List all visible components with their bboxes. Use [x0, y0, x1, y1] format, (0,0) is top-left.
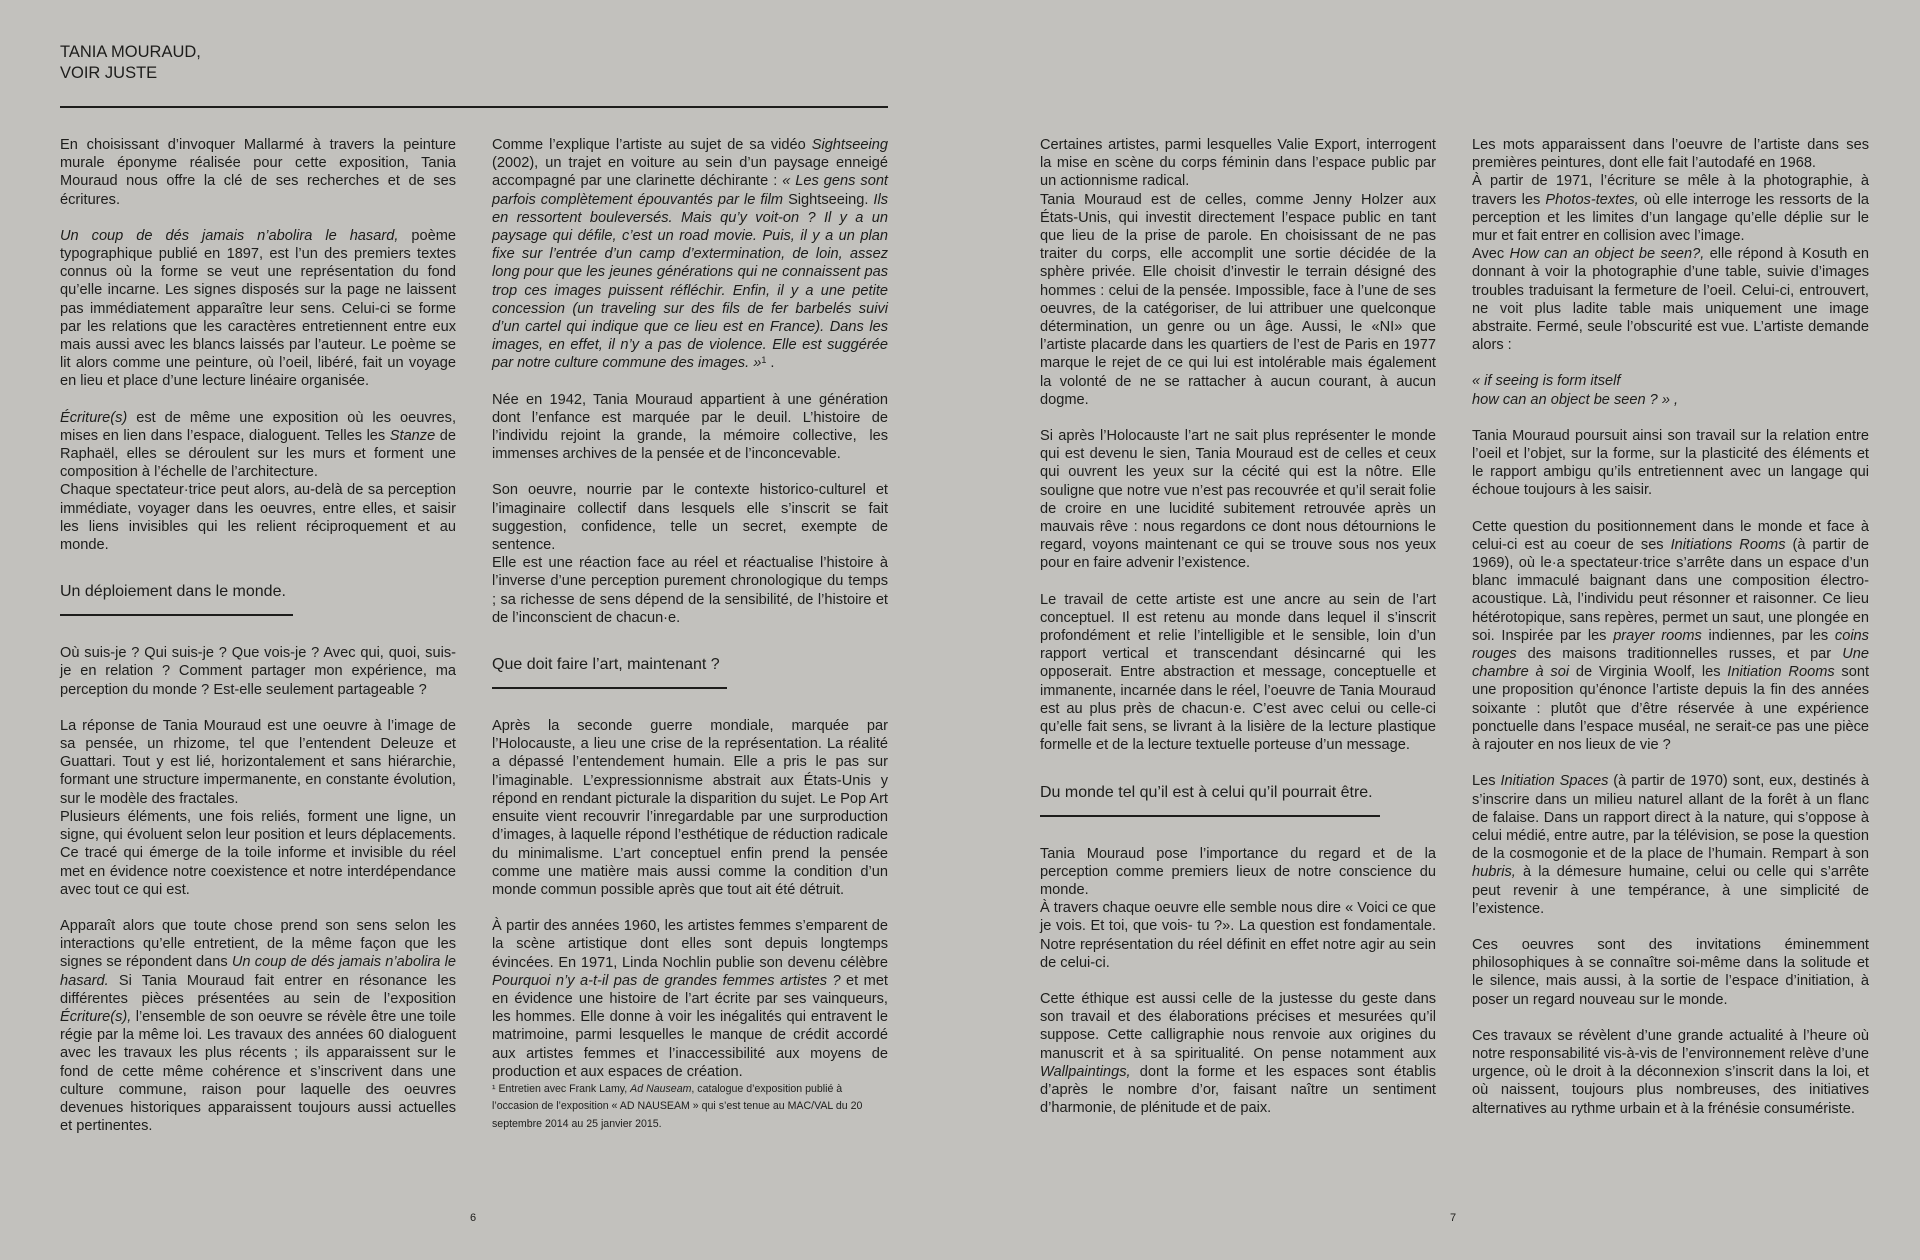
text: Comme l’explique l’artiste au sujet de sa vidéo	[492, 137, 812, 153]
italic-text: Sightseeing	[811, 137, 888, 153]
paragraph: Si après l’Holocauste l’art ne sait plus représenter le monde qui est devenu le sien, Tania Mouraud est de celles et ceux qui ouvrent les yeux sur la cécité qui est la nôtre. Elle souligne que notre vue n’est pas recouvrée et qu’il serait folie de croire en une lucidité subitement retrouvée après un mauvais rêve : nous regardons ce dont nous détournions le regard, voyons maintenant ce qui se trouve sous nos yeux pour en faire advenir l’existence.	[1040, 428, 1436, 572]
text: sont une proposition qu’énonce l’artiste depuis la fin des années soixante : plutôt que d’être réservée à une expérience ponctuelle dans l’espace muséal, ne serait-ce pas une pièce à rajouter en nos lieux de vie ?	[1472, 664, 1870, 754]
paragraph: Tania Mouraud est de celles, comme Jenny Holzer aux États-Unis, qui investit directement l’espace public en tant que lieu de la prise de parole. En choisissant de ne pas traiter du corps, elle accomplit une sortie décidée de la sphère privée. Elle choisit d’investir le terrain désigné des hommes : celui de la pensée. Impossible, face à l’une de ses oeuvres, de la catégoriser, de lui attribuer une quelconque détermination, un genre ou un âge. Aussi, le «NI» que l’artiste placarde dans les quartiers de l’est de Paris en 1977 marque le rejet de ce qui lui est intolérable mais également la volonté de ne se rattacher à aucun courant, à aucun dogme.	[1040, 191, 1436, 408]
paragraph: Après la seconde guerre mondiale, marquée par l’Holocauste, a lieu une crise de la représentation. La réalité a dépassé l’entendement humain. Elle a pris le pas sur l’imaginable. L’expressionnisme abstrait aux États-Unis y répond en rendant picturale la disparition du sujet. Le Pop Art ensuite vient recouvrir l’inregardable par une surproduction d’images, à laquelle répond l’esthétique de réduction radicale du minimalisme. L’art conceptuel enfin prend la pensée comme une matière mais aussi comme la condition d’un monde commun possible après que tout ait été détruit.	[492, 718, 888, 898]
paragraph: Ces oeuvres sont des invitations éminemment philosophiques à se connaître soi-même dans la solitude et le silence, mais aussi, à la sortie de l’espace d’initiation, à poser un regard nouveau sur le monde.	[1472, 936, 1869, 1008]
paragraph	[1472, 518, 1869, 755]
section-heading-text: Un déploiement dans le monde.	[60, 583, 286, 601]
paragraph: Elle est une réaction face au réel et réactualise l’histoire à l’inverse d’une perception purement chronologique du temps ; sa richesse de sens dépend de la sensibilité, de l’histoire et de l’inconscient de chacun·e.	[492, 555, 888, 626]
title-line-2: VOIR JUSTE	[60, 64, 158, 82]
text: de Virginia Woolf, les	[1569, 664, 1728, 681]
text: où elle interroge les ressorts de la perception et les limites d’un langage qu’elle déplie sur le mur et fait entrer en collision avec l’image.	[1472, 191, 1869, 245]
text: (à partir de 1969), où le·a spectateur·trice s’arrête dans un espace d’un blanc immaculé baignant dans une composition électro-acoustique. Là, l’individu peut résonner et raisonner. Ce lieu hétérotopique, sans repères, permet un saut, une plongée en soi. Inspirée par les	[1472, 536, 1870, 644]
italic-text: Ad Nauseam	[630, 1082, 692, 1095]
paragraph	[492, 136, 888, 373]
italic-text: Écriture(s),	[60, 1008, 132, 1025]
quote-line: « if seeing is form itself	[1472, 373, 1621, 390]
title-line-1: TANIA MOURAUD,	[60, 43, 201, 61]
section-heading	[1040, 783, 1436, 817]
page-number-right: 7	[1450, 1212, 1457, 1224]
paragraph	[1472, 772, 1869, 918]
text: .	[766, 355, 775, 372]
quote	[1472, 372, 1869, 390]
italic-text: Initiation Rooms	[1727, 664, 1835, 681]
italic-text: Photos-textes,	[1545, 191, 1639, 208]
section-heading-text: Que doit faire l’art, maintenant ?	[492, 656, 720, 674]
text: dont la forme et les espaces sont établis d’après le nombre d’or, faisant naître un sentiment d’harmonie, de plénitude et de paix.	[1040, 1063, 1436, 1117]
paragraph: Le travail de cette artiste est une ancre au sein de l’art conceptuel. Il est retenu au monde dans lequel il s’inscrit profondément et relie l’intelligible et le sensible, loin d’un rapport vertical et transcendant désincarné qui les opposerait. Entre abstraction et message, conceptuelle et immanente, incarnée dans le réel, l’oeuvre de Tania Mouraud est au plus près de chacun·e. C’est avec celui ou celle-ci qu’elle fait sens, se livrant à la lisière de la lecture plastique formelle et de la lecture textuelle porteuse d’un message.	[1040, 591, 1436, 754]
paragraph: Son oeuvre, nourrie par le contexte historico-culturel et l’imaginaire collectif dans lesquels elle s’inscrit se fait suggestion, confidence, telle un secret, exempte de sentence.	[492, 482, 888, 554]
paragraph: Les mots apparaissent dans l’oeuvre de l’artiste dans ses premières peintures, dont elle fait l’autodafé en 1968.	[1472, 137, 1869, 172]
article-title	[60, 42, 201, 84]
text: (2002), un trajet en voiture au sein d’un paysage enneigé accompagné par une clarinette déchirante :	[492, 155, 888, 190]
footnote-marker: 1	[761, 355, 767, 366]
paragraph: Ces travaux se révèlent d’une grande actualité à l’heure où notre responsabilité vis-à-vis de l’environnement relève d’une urgence, où le droit à la déconnexion s’inscrit dans la loi, et où naissent, toujours plus nombreuses, des initiatives alternatives au rythme urbain et à la frénésie consumériste.	[1472, 1027, 1869, 1117]
text: et met en évidence une histoire de l’art écrite par ses vainqueurs, les hommes. Elle donne à voir les inégalités qui entravent le matrimoine, parmi lesquelles le manque de crédit accordé aux artistes femmes et l’inaccessibilité aux moyens de production et aux espaces de création.	[492, 972, 888, 1080]
text: Si Tania Mouraud fait entrer en résonance les différentes pièces présentées au sein de l’exposition	[60, 972, 456, 1007]
italic-text: Pourquoi n’y a-t-il pas de grandes femmes artistes ?	[492, 972, 841, 989]
text: elle répond à Kosuth en donnant à voir la photographie d’une table, suivie d’images troubles traduisant la fermeture de l’oeil. Celui-ci, entrouvert, ne voit plus ladite table mais uniquement une image abstraite. Fermé, seule l’obscurité est vue. L’artiste demande alors :	[1472, 246, 1869, 354]
italic-text: Une chambre à soi	[1472, 646, 1869, 681]
paragraph: Plusieurs éléments, une fois reliés, forment une ligne, un signe, qui évoluent selon leur position et leurs déplacements. Ce tracé qui émerge de la toile informe et invisible du réel met en évidence notre coexistence et notre interdépendance avec tout ce qui est.	[60, 808, 456, 898]
footnote	[492, 1081, 888, 1134]
paragraph: Où suis-je ? Qui suis-je ? Que vois-je ? Avec qui, quoi, suis-je en relation ? Comment partager mon expérience, ma perception du monde ? Est-elle seulement partageable ?	[60, 645, 456, 698]
italic-text: How can an object be seen?,	[1509, 246, 1705, 263]
text: indiennes, par les	[1701, 627, 1835, 644]
paragraph: Certaines artistes, parmi lesquelles Valie Export, interrogent la mise en scène du corps féminin dans l’espace public par un actionnisme radical.	[1040, 137, 1436, 190]
page-number-left: 6	[470, 1212, 477, 1224]
text: À partir de 1971, l’écriture se mêle à la photographie, à travers les	[1472, 173, 1869, 208]
paragraph: Tania Mouraud poursuit ainsi son travail sur la relation entre l’oeil et l’objet, sur la forme, sur la plasticité des éléments et le rapport ambigu qu’ils entretiennent avec un langage qui échoue toujours à les saisir.	[1472, 427, 1869, 499]
text: Avec	[1472, 246, 1510, 263]
italic-text: Initiation Spaces	[1500, 773, 1609, 790]
paragraph	[60, 227, 456, 391]
paragraph	[492, 917, 888, 1081]
text: (à partir de 1970) sont, eux, destinés à s’inscrire dans un milieu naturel allant de la forêt à un flanc de falaise. Dans un rapport direct à la nature, qui s’oppose à celui médié, entre autre, par la télévision, se pose la question de la cosmogonie et de la place de l’humain. Rempart à son	[1472, 773, 1870, 863]
section-heading	[60, 582, 456, 616]
italic-text: hubris,	[1472, 864, 1516, 881]
paragraph	[1472, 172, 1869, 245]
paragraph	[60, 917, 456, 1135]
italic-text: « Les gens sont parfois complètement épouvantés par le film	[492, 173, 888, 208]
text: Les	[1472, 773, 1501, 790]
quote-line: how can an object be seen ? » ,	[1472, 391, 1679, 408]
text: l’ensemble de son oeuvre se révèle être une toile régie par la même loi. Les travaux des années 60 dialoguent avec les travaux les plus récents ; ils apparaissent sur le fond de cette même cohérence et s’inscrivent dans une culture commune, raison pour laquelle des oeuvres devenues historiques apparaissent toujours aussi actuelles et pertinentes.	[60, 1008, 456, 1135]
italic-text: Wallpaintings,	[1040, 1063, 1131, 1080]
paragraph: En choisissant d’invoquer Mallarmé à travers la peinture murale éponyme réalisée pour cette exposition, Tania Mouraud nous offre la clé de ses recherches et de ses écritures.	[60, 137, 456, 208]
text: de Raphaël, elles se déroulent sur les murs et forment une composition à l’échelle de l’architecture.	[60, 427, 456, 481]
italic-text: Ils en ressortent bouleversés. Mais qu’y voit-on ? Il y a un paysage qui défile, c’est un road movie. Puis, il y a un plan fixe sur l’entrée d’un camp d’extermination, de loin, assez long pour que les jeunes générations qui ne connaissent pas trop ces images puissent réfléchir. Enfin, il y a une petite concession (un traveling sur des fils de fer barbelés suivi d’un cartel qui indique que ce lieu est en France). Dans les images, en effet, il n’y a pas de violence. Elle est suggérée par notre culture commune des images. »	[492, 191, 888, 372]
text: Cette éthique est aussi celle de la justesse du geste dans son travail et des élaborations précises et mesurées qu’il suppose. Cette calligraphie nous renvoie aux origines du manuscrit et à sa spiritualité. On pense notamment aux	[1040, 990, 1436, 1062]
text: des maisons traditionnelles russes, et par	[1516, 646, 1843, 663]
italic-text: prayer rooms	[1613, 627, 1702, 644]
quote	[1472, 391, 1869, 409]
section-heading-text: Du monde tel qu’il est à celui qu’il pourrait être.	[1040, 783, 1373, 801]
paragraph	[1472, 245, 1869, 354]
column-1	[60, 136, 456, 1135]
header-rule	[60, 106, 888, 108]
column-4	[1472, 136, 1869, 1118]
text: est de même une exposition où les oeuvres, mises en lien dans l’espace, dialoguent. Telles les	[60, 409, 456, 444]
text: , catalogue d’exposition publié à l’occasion de l’exposition « AD NAUSEAM » qui s’est tenue au MAC/VAL du 20 septembre 2014 au 25 janvier 2015.	[492, 1082, 863, 1130]
paragraph: À travers chaque oeuvre elle semble nous dire « Voici ce que je vois. Et toi, que vois- tu ?». La question est fondamentale. Notre représentation du réel définit en effet notre agir au sein de celui-ci.	[1040, 900, 1436, 971]
section-heading	[492, 655, 888, 689]
italic-text: Un coup de dés jamais n’abolira le hasard,	[60, 227, 399, 244]
text: À partir des années 1960, les artistes femmes s’emparent de la scène artistique dont elles sont depuis longtemps évincées. En 1971, Linda Nochlin publie son devenu célèbre	[492, 918, 888, 971]
paragraph: Tania Mouraud pose l’importance du regard et de la perception comme premiers lieux de notre conscience du monde.	[1040, 845, 1436, 898]
italic-text: Un coup de dés jamais n’abolira le hasard.	[60, 954, 456, 989]
paragraph	[1040, 990, 1436, 1117]
text: Cette question du positionnement dans le monde et face à celui-ci est au coeur de ses	[1472, 518, 1869, 553]
paragraph: Chaque spectateur·trice peut alors, au-delà de sa perception immédiate, voyager dans les oeuvres, entre elles, et saisir les liens invisibles qui les relient réciproquement et au monde.	[60, 482, 456, 554]
italic-text: Écriture(s)	[60, 409, 128, 426]
paragraph: Née en 1942, Tania Mouraud appartient à une génération dont l’enfance est marquée par le deuil. L’histoire de l’individu rejoint la grande, la mémoire collective, les immenses archives de la pensée et de l’inconcevable.	[492, 391, 888, 463]
text: Sightseeing.	[783, 191, 874, 208]
text: à la démesure humaine, celui ou celle qui s’arrête peut revenir à une tempérance, à une simplicité de l’existence.	[1472, 864, 1869, 917]
italic-text: Initiations Rooms	[1670, 536, 1786, 553]
text: ¹ Entretien avec Frank Lamy,	[492, 1082, 631, 1095]
text: poème typographique publié en 1897, est l’un des premiers textes connus où la forme se veut une représentation du fond qu’elle incarne. Les signes disposés sur la page ne laissent pas immédiatement apparaître leur sens. Celui-ci se forme par les relations que les caractères entretiennent entre eux mais aussi avec les blancs laissés par l’auteur. Le poème se lit alors comme une peinture, où l’oeil, libéré, fait un voyage en lieu et place d’une lecture linéaire organisée.	[60, 227, 456, 390]
paragraph: La réponse de Tania Mouraud est une oeuvre à l’image de sa pensée, un rhizome, tel que l’entendent Deleuze et Guattari. Tout y est lié, horizontalement et sans hiérarchie, formant une structure impermanente, en constante évolution, sur le modèle des fractales.	[60, 717, 456, 807]
paragraph	[60, 409, 456, 482]
text: Apparaît alors que toute chose prend son sens selon les interactions qu’elle entretient, de la même façon que les signes se répondent dans	[60, 917, 456, 971]
column-2	[492, 136, 888, 1133]
italic-text: coins rouges	[1472, 627, 1869, 663]
column-3	[1040, 136, 1436, 1117]
italic-text: Stanze	[389, 427, 436, 444]
